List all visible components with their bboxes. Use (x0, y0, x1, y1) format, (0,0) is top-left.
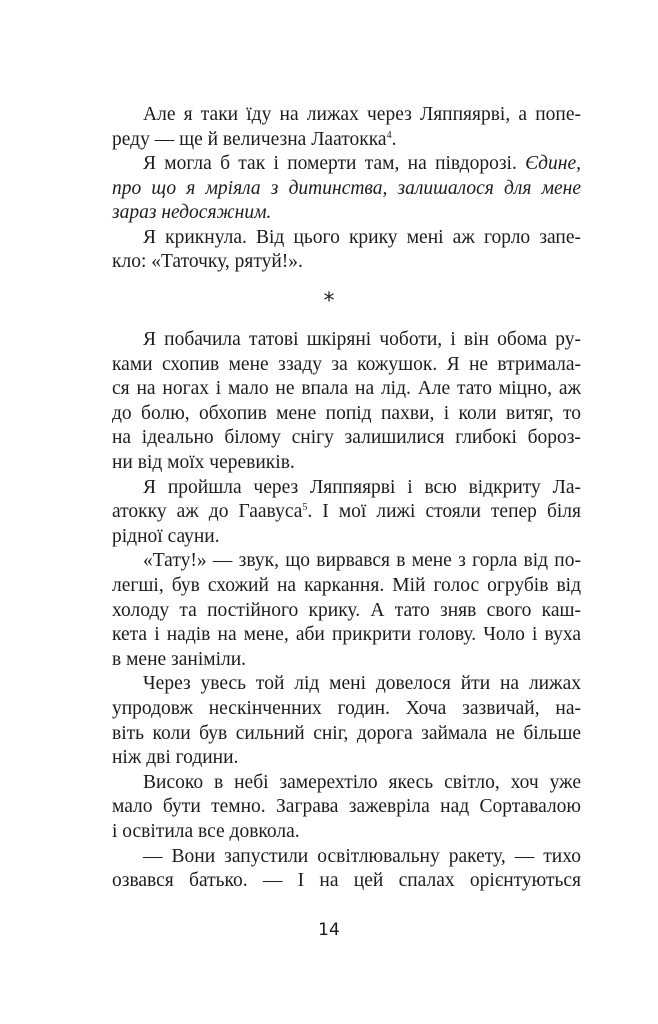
footnote-ref-5[interactable]: 5 (302, 502, 308, 514)
text-line: озвався батько. — І на цей спалах орієнтуються (112, 870, 581, 892)
text-line: холоду та постійного крику. А тато зняв свого каш- (112, 599, 581, 621)
text-line: Високо в небі замерехтіло якесь світло, хоч уже (143, 771, 581, 793)
text-line: ніж дві години. (112, 747, 239, 769)
text-line: Я могла б так і померти там, на півдорозі. Єдине, (143, 153, 581, 174)
text-line: — Вони запустили освітлювальну ракету, — тихо (143, 845, 581, 867)
page-number: 14 (318, 920, 340, 940)
text-line: кета і надів на мене, аби прикрити голову. Чоло і вуха (112, 624, 581, 646)
text-line: реду — ще й величезна Лаатокка$^4$. (112, 128, 397, 150)
text-line: Я крикнула. Від цього крику мені аж горло запе- (143, 226, 581, 248)
text-line: кло: «Таточку, рятуй!». (112, 251, 303, 272)
text-line: Я пройшла через Ляппяярві і всю відкриту Ла- (143, 476, 581, 498)
text-line: «Тату!» — звук, що вирвався в мене з горла від по- (143, 550, 581, 572)
text-line: віть коли був сильний сніг, дорога займала не більше (112, 722, 581, 744)
text-line: Але я таки їду на лижах через Ляппяярві, а попе- (143, 104, 581, 125)
text-line: упродовж нескінченних годин. Хоча зазвичай, на- (112, 698, 581, 719)
text-line: атокку аж до Гаавуса$^5$. І мої лижі стояли тепер біля (112, 501, 581, 523)
text-line: ся на ногах і мало не впала на лід. Але тато міцно, аж (112, 378, 581, 400)
text-line: легші, був схожий на каркання. Мій голос огрубів від (112, 575, 581, 596)
text-line: і освітила все довкола. (112, 821, 300, 842)
section-break-asterisk: * (323, 289, 335, 314)
text-line: на ідеально білому снігу залишилися глибокі бороз- (112, 427, 581, 449)
text-line: рідної сауни. (112, 525, 220, 547)
text-line: Через увесь той лід мені довелося йти на лижах (143, 673, 581, 695)
text-line: ни від моїх черевиків. (112, 452, 295, 473)
text-line: ками схопив мене ззаду за кожушок. Я не втримала- (112, 353, 581, 375)
text-line: Я побачила татові шкіряні чоботи, і він обома ру- (143, 329, 581, 350)
text-line: про що я мріяла з дитинства, залишалося для мене (112, 177, 581, 199)
footnote-ref-4[interactable]: 4 (386, 129, 392, 141)
text-line: зараз недосяжним. (112, 202, 272, 223)
text-line: мало бути темно. Заграва зажевріла над Сортавалою (112, 796, 581, 818)
text-line: в мене заніміли. (112, 648, 247, 670)
text-line: до болю, обхопив мене попід пахви, і коли витяг, то (112, 402, 581, 424)
